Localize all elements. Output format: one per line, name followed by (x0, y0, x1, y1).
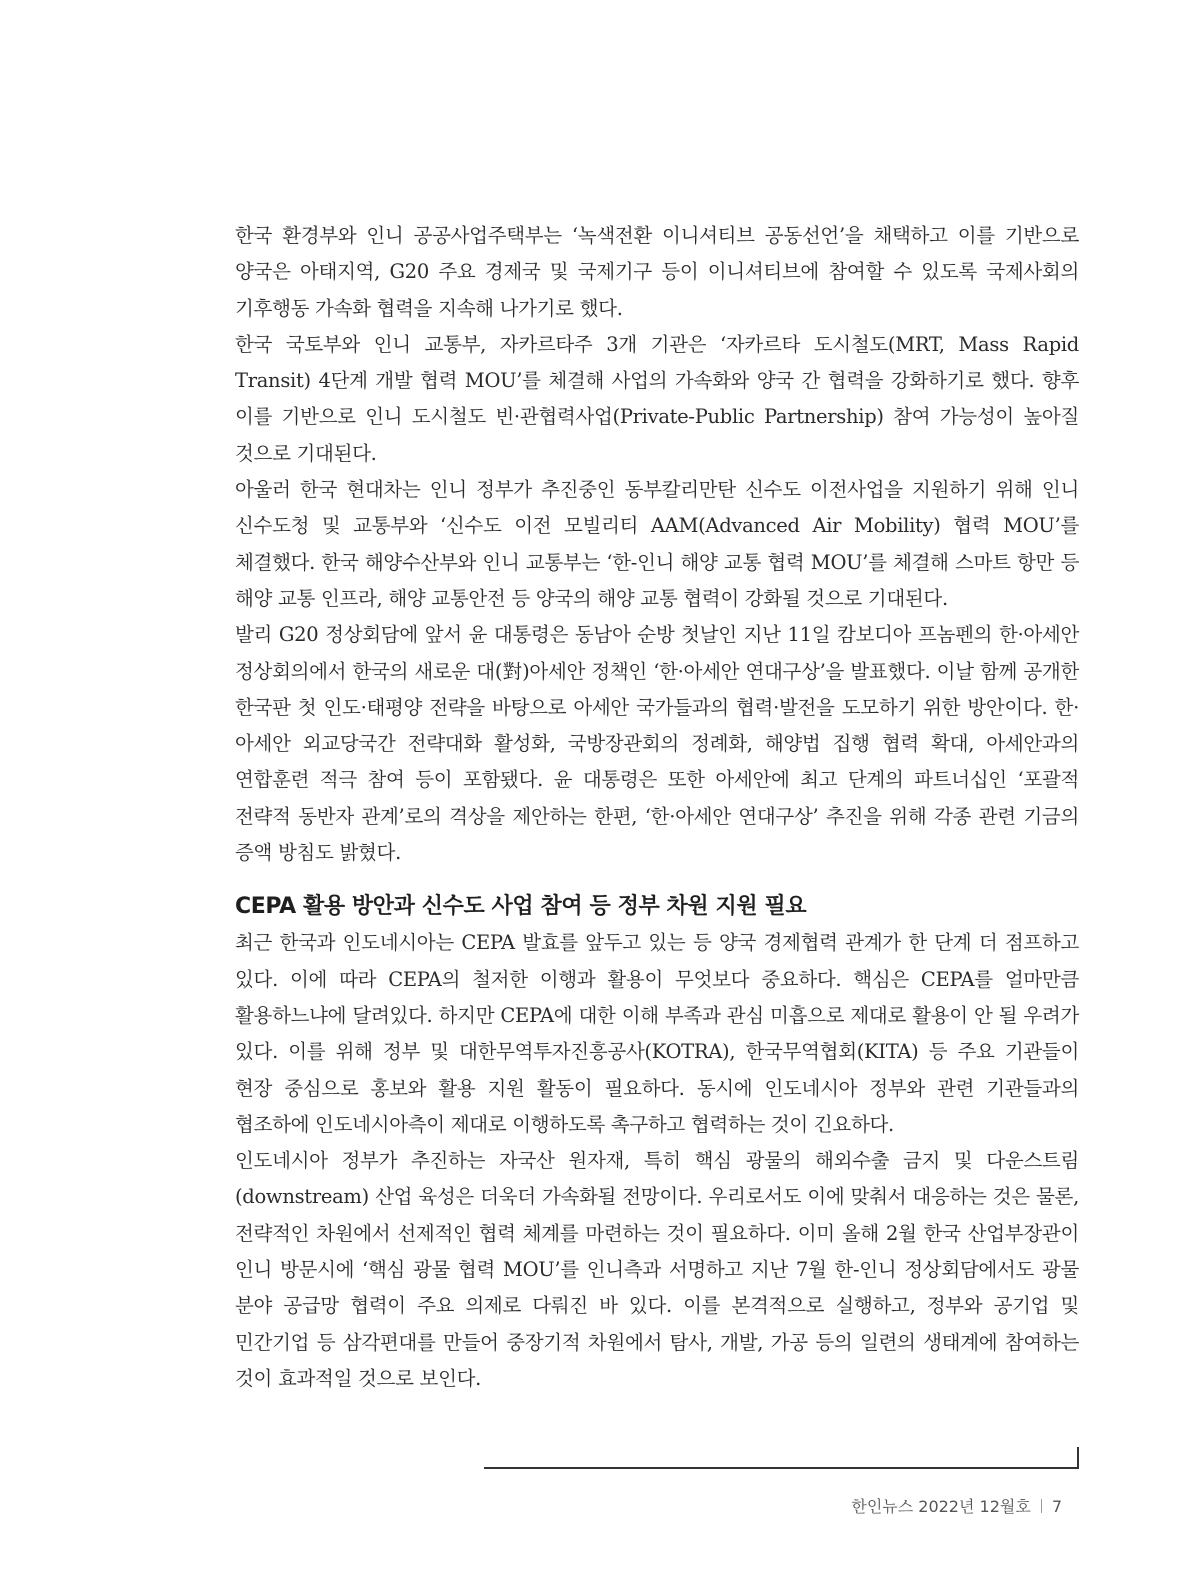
body-paragraph: 한국 환경부와 인니 공공사업주택부는 ‘녹색전환 이니셔티브 공동선언’을 채택하고 이를 기반으로 양국은 아태지역, G20 주요 경제국 및 국제기구 등이 이니셔티브에 참여할 수 있도록 국제사회의 기후행동 가속화 협력을 지속해 나가기로 했다. (235, 224, 1079, 320)
article-body (235, 218, 1079, 1397)
section-heading: CEPA 활용 방안과 신수도 사업 참여 등 정부 차원 지원 필요 (235, 894, 807, 920)
body-paragraph: 최근 한국과 인도네시아는 CEPA 발효를 앞두고 있는 등 양국 경제협력 관계가 한 단계 더 점프하고 있다. 이에 따라 CEPA의 철저한 이행과 활용이 무엇보다 중요하다. 핵심은 CEPA를 얼마만큼 활용하느냐에 달려있다. 하지만 CEPA에 대한 이해 부족과 관심 미흡으로 제대로 활용이 안 될 우려가 있다. 이를 위해 정부 및 대한무역투자진흥공사(KOTRA), 한국무역협회(KITA) 등 주요 기관들이 현장 중심으로 홍보와 활용 지원 활동이 필요하다. 동시에 인도네시아 정부와 관련 기관들과의 협조하에 인도네시아측이 제대로 이행하도록 촉구하고 협력하는 것이 긴요하다. (235, 931, 1079, 1136)
publication-title: 한인뉴스 2022년 12월호 (851, 1497, 1031, 1516)
page-footer (851, 1494, 1062, 1517)
body-paragraph: 아울러 한국 현대차는 인니 정부가 추진중인 동부칼리만탄 신수도 이전사업을 지원하기 위해 인니 신수도청 및 교통부와 ‘신수도 이전 모빌리티 AAM(Advanced Air Mobility) 협력 MOU’를 체결했다. 한국 해양수산부와 인니 교통부는 ‘한-인니 해양 교통 협력 MOU’를 체결해 스마트 항만 등 해양 교통 인프라, 해양 교통안전 등 양국의 해양 교통 협력이 강화될 것으로 기대된다. (235, 478, 1079, 610)
footer-separator (1041, 1499, 1042, 1513)
body-paragraph: 발리 G20 정상회담에 앞서 윤 대통령은 동남아 순방 첫날인 지난 11일 캄보디아 프놈펜의 한·아세안 정상회의에서 한국의 새로운 대(對)아세안 정책인 ‘한·아세안 연대구상’을 발표했다. 이날 함께 공개한 한국판 첫 인도·태평양 전략을 바탕으로 아세안 국가들과의 협력·발전을 도모하기 위한 방안이다. 한·아세안 외교당국간 전략대화 활성화, 국방장관회의 정례화, 해양법 집행 협력 확대, 아세안과의 연합훈련 적극 참여 등이 포함됐다. 윤 대통령은 또한 아세안에 최고 단계의 파트너십인 ‘포괄적 전략적 동반자 관계’로의 격상을 제안하는 한편, ‘한·아세안 연대구상’ 추진을 위해 각종 관련 기금의 증액 방침도 밝혔다. (235, 623, 1079, 865)
footer-divider-tick (1077, 1447, 1079, 1469)
footer-divider-line (484, 1467, 1079, 1469)
page-number: 7 (1051, 1497, 1062, 1516)
body-paragraph: 한국 국토부와 인니 교통부, 자카르타주 3개 기관은 ‘자카르타 도시철도(MRT, Mass Rapid Transit) 4단계 개발 협력 MOU’를 체결해 사업의 가속화와 양국 간 협력을 강화하기로 했다. 향후 이를 기반으로 인니 도시철도 빈·관협력사업(Private-Public Partnership) 참여 가능성이 높아질 것으로 기대된다. (235, 332, 1079, 465)
body-paragraph: 인도네시아 정부가 추진하는 자국산 원자재, 특히 핵심 광물의 해외수출 금지 및 다운스트림(downstream) 산업 육성은 더욱더 가속화될 전망이다. 우리로서도 이에 맞춰서 대응하는 것은 물론, 전략적인 차원에서 선제적인 협력 체계를 마련하는 것이 필요하다. 이미 올해 2월 한국 산업부장관이 인니 방문시에 ‘핵심 광물 협력 MOU’를 인니측과 서명하고 지난 7월 한-인니 정상회담에서도 광물 분야 공급망 협력이 주요 의제로 다뤄진 바 있다. 이를 본격적으로 실행하고, 정부와 공기업 및 민간기업 등 삼각편대를 만들어 중장기적 차원에서 탐사, 개발, 가공 등의 일련의 생태계에 참여하는 것이 효과적일 것으로 보인다. (235, 1149, 1079, 1390)
